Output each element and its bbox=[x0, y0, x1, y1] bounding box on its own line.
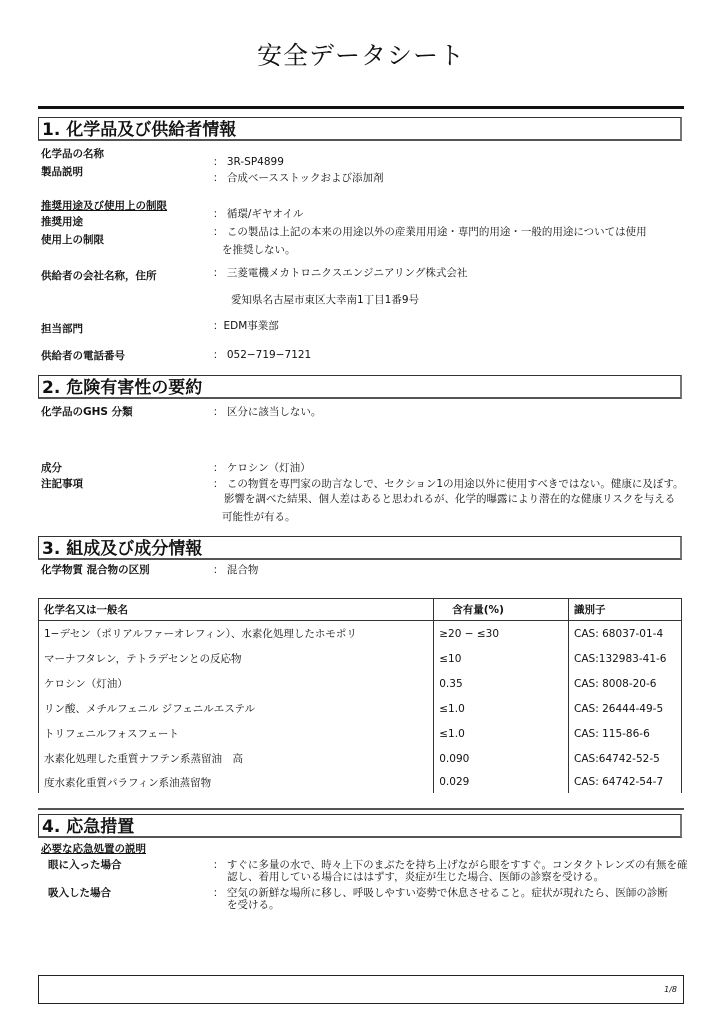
section-4-heading: 4. 応急措置 bbox=[38, 814, 682, 838]
table-row bbox=[39, 721, 682, 746]
chemical-name: 度水素化重質パラフィン系油蒸留物 bbox=[39, 771, 434, 793]
table-row bbox=[39, 646, 682, 671]
restriction-value-line1: ： この製品は上記の本来の用途以外の産業用用途・専門的用途・一般的用途については使用 bbox=[213, 226, 647, 238]
identifier: CAS: 64742-54-7 bbox=[569, 771, 682, 793]
identifier: CAS: 26444-49-5 bbox=[569, 696, 682, 721]
section-3-heading: 3. 組成及び成分情報 bbox=[38, 536, 682, 560]
component-value: ： ケロシン（灯油） bbox=[213, 462, 311, 474]
recommended-use-value: ： 循環/ギヤオイル bbox=[213, 208, 304, 220]
substance-type-label: 化学物質 混合物の区別 bbox=[41, 564, 150, 576]
chemical-name: リン酸、メチルフェニル ジフェニルエステル bbox=[39, 696, 434, 721]
chemical-name: 水素化処理した重質ナフテン系蒸留油 高 bbox=[39, 746, 434, 771]
supplier-address: 愛知県名古屋市東区大幸南1丁目1番9号 bbox=[231, 294, 420, 306]
inhalation-line2: を受ける。 bbox=[227, 899, 280, 911]
section-2-heading: 2. 危険有害性の要約 bbox=[38, 375, 682, 399]
table-row bbox=[39, 621, 682, 647]
phone-value: ： 052−719−7121 bbox=[213, 349, 312, 361]
notes-line1: ： この物質を専門家の助言なしで、セクション1の用途以外に使用すべきではない。健康に及ぼす。 bbox=[213, 478, 684, 490]
page-footer bbox=[38, 975, 684, 1004]
restriction-label: 使用上の制限 bbox=[41, 234, 104, 246]
use-restriction-heading: 推奨用途及び使用上の制限 bbox=[41, 200, 167, 212]
table-row bbox=[39, 746, 682, 771]
inhalation-label: 吸入した場合 bbox=[48, 887, 111, 899]
chemical-name: 1−デセン（ポリアルファーオレフィン）、水素化処理したホモポリ bbox=[39, 621, 434, 647]
chemical-name: ケロシン（灯油） bbox=[39, 671, 434, 696]
content-percent: ≤1.0 bbox=[434, 696, 569, 721]
content-percent: ≤10 bbox=[434, 646, 569, 671]
product-desc-label: 製品説明 bbox=[41, 166, 83, 178]
table-row bbox=[39, 671, 682, 696]
page-number: 1/8 bbox=[664, 985, 677, 994]
eye-contact-line2: 認し、着用している場合にははずす，炎症が生じた場合、医師の診察を受ける。 bbox=[227, 871, 605, 883]
identifier: CAS: 68037-01-4 bbox=[569, 621, 682, 647]
ghs-label: 化学品のGHS 分類 bbox=[41, 406, 133, 418]
product-name-label: 化学品の名称 bbox=[41, 148, 104, 160]
header-identifier: 識別子 bbox=[569, 599, 682, 621]
product-desc-value: ： 合成ベースストックおよび添加剤 bbox=[213, 172, 384, 184]
identifier: CAS:64742-52-5 bbox=[569, 746, 682, 771]
section-1-heading: 1. 化学品及び供給者情報 bbox=[38, 117, 682, 141]
department-value: ：EDM事業部 bbox=[213, 320, 279, 332]
document-title: 安全データシート bbox=[256, 41, 465, 70]
supplier-name: ： 三菱電機メカトロニクスエンジニアリング株式会社 bbox=[213, 267, 468, 279]
notes-line3: 可能性が有る。 bbox=[222, 511, 296, 523]
content-percent: ≤1.0 bbox=[434, 721, 569, 746]
identifier: CAS: 8008-20-6 bbox=[569, 671, 682, 696]
title-divider bbox=[38, 106, 684, 109]
header-content: 含有量(%) bbox=[434, 599, 569, 621]
notes-line2: 影響を調べた結果、個人差はあると思われるが、化学的曝露により潜在的な健康リスクを与える bbox=[224, 493, 676, 505]
content-percent: 0.090 bbox=[434, 746, 569, 771]
content-percent: 0.029 bbox=[434, 771, 569, 793]
component-label: 成分 bbox=[41, 462, 62, 474]
restriction-value-line2: を推奨しない。 bbox=[222, 244, 296, 256]
phone-label: 供給者の電話番号 bbox=[41, 350, 125, 362]
first-aid-subheading: 必要な応急処置の説明 bbox=[41, 843, 146, 855]
substance-type-value: ： 混合物 bbox=[213, 564, 259, 576]
table-row bbox=[39, 771, 682, 793]
notes-label: 注記事項 bbox=[41, 478, 83, 490]
identifier: CAS: 115-86-6 bbox=[569, 721, 682, 746]
chemical-name: マーナフタレン，テトラデセンとの反応物 bbox=[39, 646, 434, 671]
eye-contact-line1: ： すぐに多量の水で、時々上下のまぶたを持ち上げながら眼をすすぐ。コンタクトレンズの有無を確 bbox=[213, 859, 688, 871]
ghs-value: ： 区分に該当しない。 bbox=[213, 406, 322, 418]
header-chemical-name: 化学名又は一般名 bbox=[39, 599, 434, 621]
inhalation-line1: ： 空気の新鮮な場所に移し、呼吸しやすい姿勢で休息させること。症状が現れたら、医師の診断 bbox=[213, 887, 668, 899]
chemical-name: トリフェニルフォスフェート bbox=[39, 721, 434, 746]
identifier: CAS:132983-41-6 bbox=[569, 646, 682, 671]
product-name-value: ： 3R-SP4899 bbox=[213, 156, 284, 168]
recommended-use-label: 推奨用途 bbox=[41, 216, 83, 228]
supplier-label: 供給者の会社名称，住所 bbox=[41, 270, 157, 282]
table-row bbox=[39, 696, 682, 721]
table-header-row bbox=[39, 599, 682, 621]
content-percent: ≥20 − ≤30 bbox=[434, 621, 569, 647]
composition-table bbox=[38, 598, 682, 793]
department-label: 担当部門 bbox=[41, 323, 83, 335]
content-percent: 0.35 bbox=[434, 671, 569, 696]
section-divider bbox=[38, 808, 684, 810]
eye-contact-label: 眼に入った場合 bbox=[48, 859, 122, 871]
